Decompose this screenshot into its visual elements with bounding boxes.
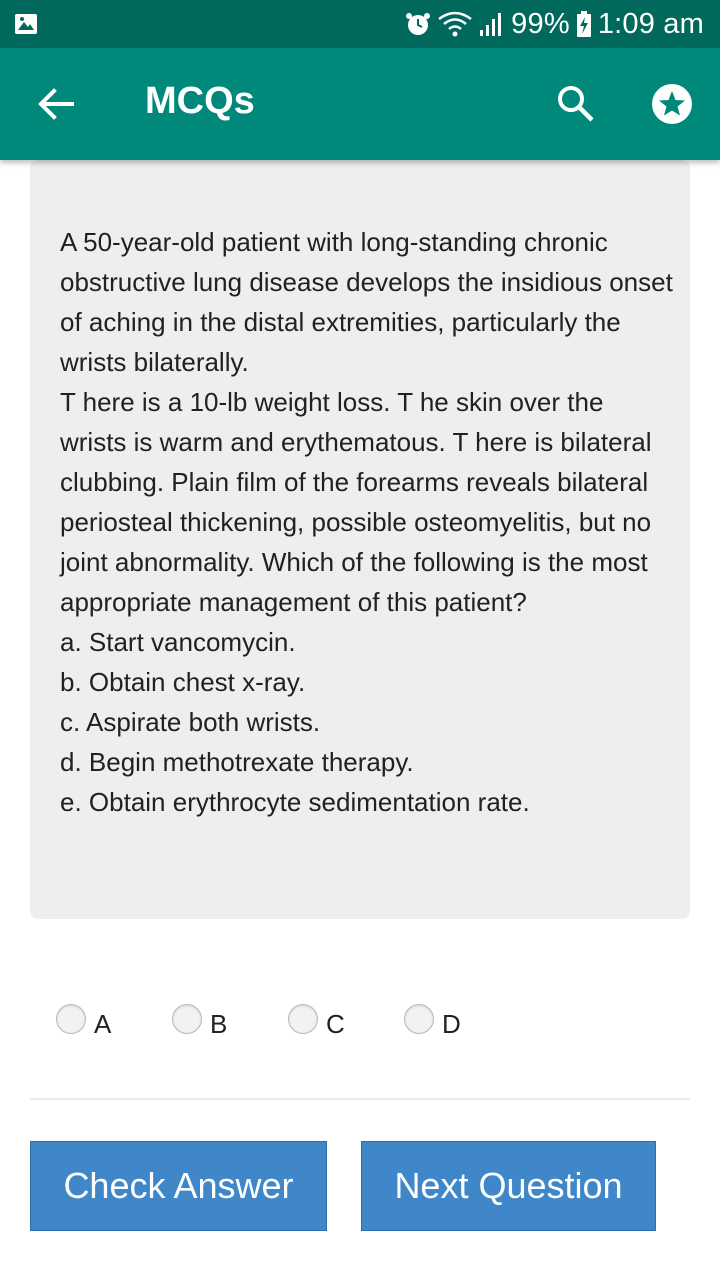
search-icon[interactable]: [554, 82, 598, 126]
option-a-label: A: [94, 1009, 112, 1039]
clock: 1:09 am: [597, 7, 704, 40]
option-c-label: C: [326, 1009, 345, 1039]
radio-button-c[interactable]: [288, 1004, 318, 1034]
back-arrow-icon[interactable]: [34, 82, 78, 126]
option-b[interactable]: [172, 1002, 227, 1046]
option-c[interactable]: [288, 1002, 345, 1046]
battery-charging-icon: [576, 10, 592, 38]
alarm-icon: [405, 11, 431, 37]
page-title: MCQs: [145, 80, 255, 122]
signal-icon: [479, 10, 505, 38]
question-text: A 50-year-old patient with long-standing chronic obstructive lung disease develops the insidious onset of aching in the distal extremities, particularly the wrists bilaterally. T here is a 10-lb weight loss. T he skin over the wrists is warm and erythematous. T here is bilateral clubbing. Plain film of the forearms reveals bilateral periosteal thickening, possible osteomyelitis, but no joint abnormality. Which of the following is the most appropriate management of this patient? a. Start vancomycin. b. Obtain chest x-ray. c. Aspirate both wrists. d. Begin methotrexate therapy. e. Obtain erythrocyte sedimentation rate.: [60, 227, 673, 817]
question-card: [30, 160, 690, 919]
divider: [30, 1098, 690, 1100]
option-a[interactable]: [56, 1002, 111, 1046]
status-bar: [0, 0, 720, 48]
status-icons: [405, 0, 704, 48]
wifi-icon: [437, 10, 473, 38]
option-d-label: D: [442, 1009, 461, 1039]
battery-percent: 99%: [511, 7, 570, 40]
image-icon: [14, 12, 38, 36]
next-question-button[interactable]: Next Question: [361, 1141, 656, 1231]
option-d[interactable]: [404, 1002, 461, 1046]
radio-button-d[interactable]: [404, 1004, 434, 1034]
star-icon[interactable]: [650, 82, 694, 126]
option-b-label: B: [210, 1009, 228, 1039]
radio-button-a[interactable]: [56, 1004, 86, 1034]
app-bar: [0, 48, 720, 160]
radio-button-b[interactable]: [172, 1004, 202, 1034]
check-answer-button[interactable]: Check Answer: [30, 1141, 327, 1231]
